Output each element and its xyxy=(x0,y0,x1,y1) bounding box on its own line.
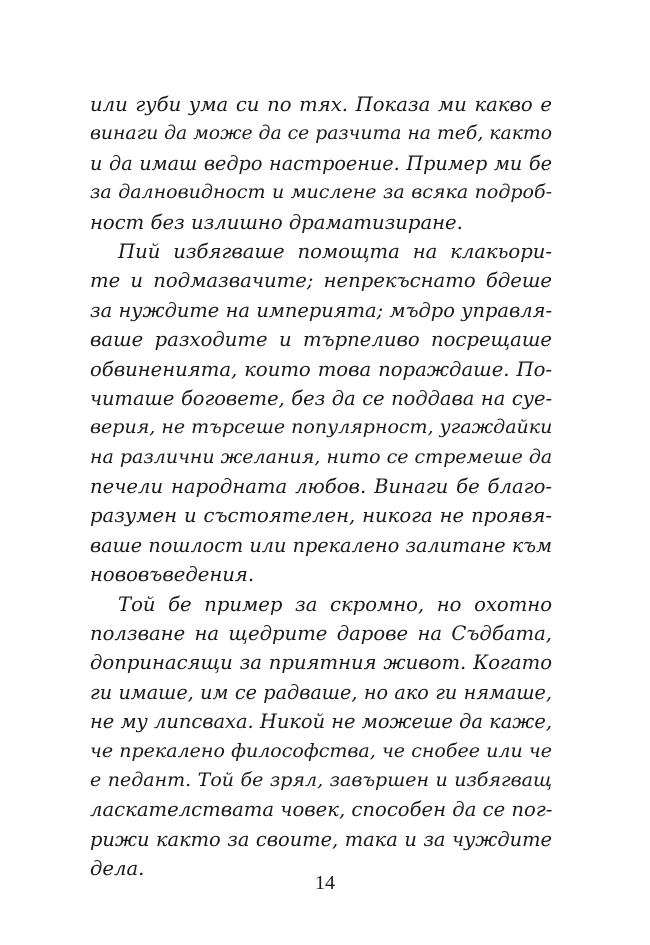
text-line: ност без излишно драматизиране. xyxy=(90,210,463,234)
text-line: ваше пошлост или прекалено залитане към xyxy=(90,533,552,557)
text-line: те и подмазвачите; непрекъснато бдеше xyxy=(90,269,552,293)
text-line: ваше разходите и търпеливо посрещаше xyxy=(90,328,552,352)
text-line: винаги да може да се разчита на теб, както xyxy=(90,123,553,145)
text-line: ласкателствата човек, способен да се пог- xyxy=(90,798,553,822)
text-line: дела. xyxy=(90,857,145,881)
text-line: е педант. Той бе зрял, завършен и избягващ xyxy=(90,768,552,791)
body-text xyxy=(90,90,552,884)
text-line: верия, не търсеше популярност, угаждайки xyxy=(90,416,553,439)
text-line: ги имаше, им се радваше, но ако ги нямаше, xyxy=(90,680,552,704)
text-line: нововъведения. xyxy=(90,563,255,587)
text-line: Той бе пример за скромно, но охотно xyxy=(118,592,552,616)
text-line: за далновидност и мислене за всяка подроб- xyxy=(90,181,552,204)
text-line: и да имаш ведро настроение. Пример ми бе xyxy=(90,151,552,175)
text-line: печели народната любов. Винаги бе благо- xyxy=(90,475,552,499)
page-number: 14 xyxy=(315,872,335,894)
text-line: ползване на щедрите дарове на Съдбата, xyxy=(90,622,552,646)
text-line: не му липсваха. Никой не можеше да каже, xyxy=(90,710,552,734)
text-line: Пий избягваше помощта на клакьори- xyxy=(118,239,552,263)
text-line: допринасящи за приятния живот. Когато xyxy=(90,651,552,675)
text-line: читаше боговете, без да се поддава на суе- xyxy=(90,386,552,410)
text-line: разумен и състоятелен, никога не проявя- xyxy=(90,504,552,528)
text-line: на различни желания, нито се стремеше да xyxy=(90,445,553,468)
text-line: за нуждите на империята; мъдро управля- xyxy=(90,298,552,322)
text-line: или губи ума си по тях. Показа ми какво е xyxy=(90,93,552,116)
text-line: рижи както за своите, така и за чуждите xyxy=(90,827,552,851)
text-line: обвиненията, които това пораждаше. По- xyxy=(90,357,552,381)
text-line: че прекалено философства, че снобее или че xyxy=(90,739,552,762)
